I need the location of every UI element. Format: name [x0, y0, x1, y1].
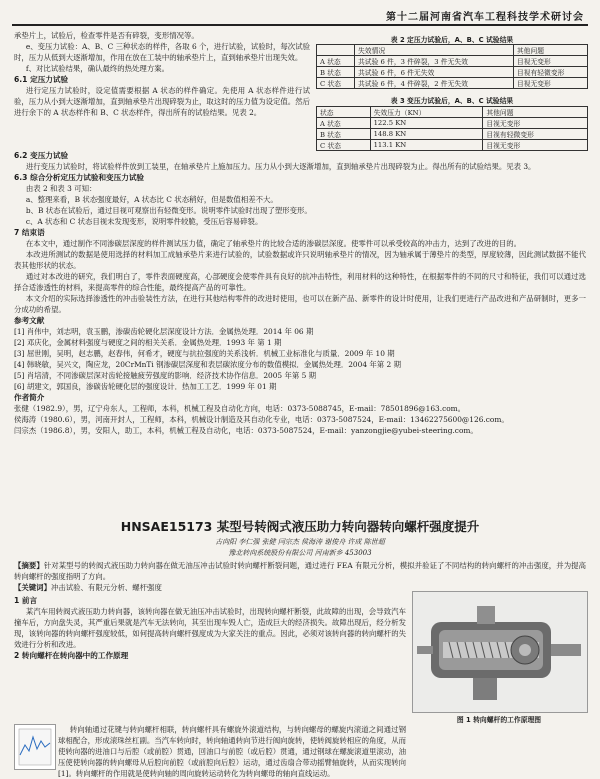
- table-cell: 共试验 6 件，3 件碎裂，3 件无失效: [354, 56, 513, 67]
- figure-caption: 图 1 转向螺杆的工作原理图: [456, 716, 542, 724]
- waveform-graphic: [15, 725, 55, 769]
- table-cell: 122.5 KN: [370, 118, 483, 129]
- table-cell: C 状态: [317, 140, 371, 151]
- table-cell: 共试验 6 件，4 件碎裂，2 件无失效: [354, 78, 513, 89]
- paragraph: 由表 2 和表 3 可知：: [25, 184, 97, 193]
- list-item: a、整理来看，B 状态强度最好，A 状态比 C 状态稍好，但是数值相差不大。: [25, 195, 278, 204]
- references-heading: 参考文献: [14, 316, 45, 325]
- table-cell: 148.8 KN: [370, 129, 483, 140]
- article-affiliation: 豫北转向系统股份有限公司 河南新乡 453003: [228, 549, 372, 557]
- keywords-text: 冲击试验、有限元分析、螺杆强度: [50, 583, 162, 592]
- results-table-3: [316, 106, 588, 151]
- list-item: c、A 状态和 C 状态目视未发现变形，说明零件较脆，受压后容易碎裂。: [25, 217, 263, 226]
- abstract: [14, 560, 586, 582]
- table-cell: 目视有轻微变形: [513, 67, 587, 78]
- section-heading: 6.1 定压力试验: [14, 75, 69, 84]
- author-bio-heading: 作者简介: [14, 393, 45, 402]
- paragraph: e、变压力试验：A、B、C 三种状态的样件，各取 6 个，进行试验，试验时，每次试验时，压力从低到大逐渐增加，作用在放在工装中的轴承垫片上，直到轴承垫片出现失效。: [14, 42, 310, 62]
- table-cell: 113.1 KN: [370, 140, 483, 151]
- author-bio: 张健（1982.9），男，辽宁舟东人，工程师，本科，机械工程及自动化方向，电话：0373-5088745，E-mail：78501896@163.com。: [14, 404, 466, 413]
- paragraph: 某汽车用转阀式液压助力转向器，该转向器在做无油压冲击试验时，出现转向螺杆断裂，此故障的出现，会导致汽车撞车后，方向盘失灵，其严重后果就是汽车无法转向，其至出现车毁人亡，造成巨大的经济损失。故障出现后，经分析发现，该转向器的转向螺杆强度较低，如何提高转向螺杆强度成为大家关注的重点。因此，必须对该转向器的转向螺杆的失效进行分析和改进。: [14, 607, 406, 649]
- paragraph: f、对比试验结果，确认最终的热处理方案。: [25, 64, 169, 73]
- abstract-block: [14, 560, 586, 593]
- paragraph: 本文介绍的实际选择渗透性的冲击验装性方法，在进行其他结构零件的改进时使用，也可以在新产品、新零件的设计时使用，让我们更进行产品改进和产品研制时，更多一分成功的希望。: [14, 294, 586, 314]
- author-bio: 侯海涛（1980.6），男，河南开封人，工程师，本科，机械设计制造及其自动化专业，电话：0373-5087524，E-mail：13462275600@126.com。: [14, 415, 509, 424]
- paragraph: 本改进所测试的数据是使用选择的材料加工成轴承垫片来进行试验的，试验数据或许只说明轴承垫片的情况，因为轴承属于薄垫片的类型，厚度较薄，因此测试数据不能代表其他形状的状态。: [14, 250, 586, 270]
- abstract-label: 【摘要】: [14, 561, 44, 570]
- section-heading: 2 转向螺杆在转向器中的工作原理: [14, 651, 129, 660]
- article-authors: 古向阳 李仁强 张健 闫宗杰 侯海涛 谢俊舟 许成 陈世超: [215, 538, 385, 546]
- running-header: [0, 0, 600, 30]
- keywords-label: 【关键词】: [14, 583, 51, 592]
- table-caption: 表 2 定压力试验后，A、B、C 试验结果: [390, 36, 514, 44]
- table-header-row: [317, 45, 588, 56]
- table-header-cell: 其他问题: [483, 107, 588, 118]
- reference-item: [2] 邓庆化，金属材料强度与硬度之间的相关关系．金属热处理．1993 年 第 1 期: [14, 338, 282, 347]
- table-caption: 表 3 变压力试验后，A、B、C 试验结果: [390, 97, 514, 105]
- table-cell: 共试验 6 件，6 件无失效: [354, 67, 513, 78]
- author-bio: 闫宗杰（1986.8），男，安阳人，助工，本科，机械工程及自动化，电话：0373-5087524，E-mail：yanzongjie@yubei-steering.com。: [14, 426, 478, 435]
- paragraph: 在本文中，通过制作不同渗碳层深度的样件测试压力值，确定了轴承垫片的比较合适的渗碳层深度。使零件可以承受较高的冲击力，达到了改进的目的。: [25, 239, 522, 248]
- section-heading: 7 结束语: [14, 228, 45, 237]
- paragraph: 进行变压力试验时，将试验样件放到工装里，在轴承垫片上施加压力。压力从小到大逐渐增加，直到轴承垫片出现碎裂为止。得出所有的试验结果。见表 3。: [25, 162, 536, 171]
- table-row: [317, 78, 588, 89]
- reference-item: [1] 肖伟中，刘志明，袁玉鹏，渗碳齿轮硬化层深度设计方法．金属热处理．2014 年 06 期: [14, 327, 314, 336]
- table-row: [317, 140, 588, 151]
- list-item: b、B 状态在试验后，通过目视可观察出有轻微变形。说明零件试验时出现了塑形变形。: [25, 206, 312, 215]
- waveform-figure: [14, 724, 56, 770]
- table-cell: 目视无变形: [513, 56, 587, 67]
- table-cell: A 状态: [317, 56, 355, 67]
- table-cell: 目视无变形: [483, 118, 588, 129]
- table-row: [317, 129, 588, 140]
- paragraph: 承垫片上，试验后，检查零件是否有碎裂，变形情况等。: [14, 31, 199, 40]
- steering-gear-figure: [412, 591, 588, 713]
- table-row: [317, 56, 588, 67]
- section-heading: 6.2 变压力试验: [14, 151, 69, 160]
- reference-item: [6] 胡建文，郭国良，渗碳齿轮硬化层的强度设计．热加工工艺．1999 年 01 期: [14, 382, 277, 391]
- table-cell: C 状态: [317, 78, 355, 89]
- table-header-cell: 其他问题: [513, 45, 587, 56]
- results-table-2: [316, 44, 588, 89]
- header-title: 第十二届河南省汽车工程科技学术研讨会: [386, 12, 584, 23]
- table-cell: 目视无变形: [513, 78, 587, 89]
- paragraph: 转向轴通过花键与转向螺杆相联，转向螺杆具有螺旋外滚道结构，与转向螺母的螺旋内滚道之间通过钢球相配合，形成滚珠丝杠副。当汽车转向时，转向轴通转向节进行阀向旋转，使转阀旋转相应的角度，从而使转向器的进油口与后腔（或前腔）贯通，回油口与前腔（或后腔）贯通，通过钢球在螺旋滚道里滚动，油压使使转向器的转向螺母从后腔向前腔（或前腔向后腔）运动，通过齿扇合带动摇臂轴旋转，从而实现转向[1]。转向螺杆的作用就是使转向轴的周向旋转运动转化为转向螺母的轴向直线运动。: [58, 725, 406, 778]
- reference-item: [4] 韩晓敏，吴兴文，陶应龙，20CrMnTi 钢渗碳层深度和表层碳浓度分布的数值模拟．金属热处理．2004 年第 2 期: [14, 360, 401, 369]
- reference-item: [5] 肖培清，不同渗碳层深对齿轮接触疲劳强度的影响．经济技术协作信息．2005 年第 5 期: [14, 371, 317, 380]
- top-left-column: [14, 30, 310, 148]
- intro-column: [14, 595, 406, 723]
- section-heading: 6.3 综合分析定压力试验和变压力试验: [14, 173, 145, 182]
- reference-item: [3] 屈世刚，吴明，赵志鹏，赵春伟，何希才，硬度与抗拉强度的关系浅析．机械工业标准化与质量．2009 年 10 期: [14, 349, 395, 358]
- full-width-body: [14, 150, 586, 512]
- principle-column: [58, 724, 406, 778]
- steering-gear-illustration: [413, 592, 587, 712]
- table-row: [317, 118, 588, 129]
- table-cell: A 状态: [317, 118, 371, 129]
- abstract-text: 针对某型号的转阀式液压助力转向器在做无油压冲击试验时转向螺杆断裂问题，通过进行 FEA 有限元分析，模拟并验证了不同结构的转向螺杆的冲击强度，并为提高转向螺杆的强度指明了方向。: [14, 561, 586, 581]
- paragraph: 通过对本改进的研究，我们明白了，零件表面硬度高，心部硬度会使零件具有良好的抗冲击特性，利用材料的这种特性，在根据零件的不同的尺寸和特征，我们可以通过选择合适渗透性的材料，来提高零件的综合性能，最终提高产品的可靠性。: [14, 272, 586, 292]
- section-heading: 1 前言: [14, 596, 38, 605]
- table-header-cell: 失效情况: [354, 45, 513, 56]
- paragraph: 进行定压力试验时，设定值需要根据 A 状态的样件确定。先使用 A 状态样件进行试验，压力从小到大逐渐增加，直到轴承垫片出现碎裂为止，取这时的压力值为设定值。然后进行余下的 A 状态样件和 B、C 状态样件，得出所有的试验结果。见表 2。: [14, 86, 310, 117]
- table-cell: 目视有轻微变形: [483, 129, 588, 140]
- table-header-cell: 失效压力（KN）: [370, 107, 483, 118]
- table-header-cell: 状态: [317, 107, 371, 118]
- article-title: HNSAE15173 某型号转阀式液压助力转向器转向螺杆强度提升: [120, 519, 480, 534]
- table-cell: B 状态: [317, 67, 355, 78]
- table-row: [317, 67, 588, 78]
- table-header-cell: [317, 45, 355, 56]
- table-cell: 目视无变形: [483, 140, 588, 151]
- header-rule: [12, 24, 588, 26]
- table-cell: B 状态: [317, 129, 371, 140]
- table-header-row: [317, 107, 588, 118]
